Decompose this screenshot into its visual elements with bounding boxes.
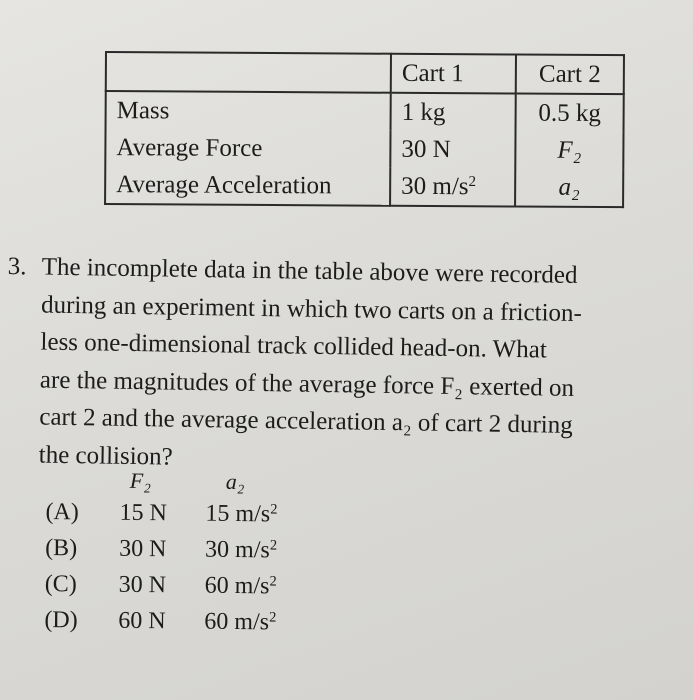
choice-acceleration bbox=[205, 572, 335, 600]
cart-2-acceleration: a₂ bbox=[515, 169, 623, 208]
choice-acceleration-exponent: 2 bbox=[269, 572, 277, 590]
question-line: less one-dimensional track collided head-on. What bbox=[40, 328, 548, 364]
choices-header bbox=[46, 466, 356, 497]
choice-force: 30 N bbox=[119, 535, 167, 562]
cart-2-mass: 0.5 kg bbox=[516, 94, 624, 133]
question-line: are the magnitudes of the average force F₂ exerted on bbox=[39, 366, 575, 402]
answer-choices bbox=[44, 466, 356, 641]
choice-acceleration-exponent: 2 bbox=[269, 536, 278, 554]
cart-1-force: 30 N bbox=[390, 131, 515, 169]
choice-force: 30 N bbox=[118, 571, 167, 598]
table-row bbox=[106, 91, 624, 132]
choice-c[interactable] bbox=[45, 566, 355, 605]
cart-2-force: F₂ bbox=[515, 132, 623, 170]
choice-letter: (C) bbox=[44, 570, 77, 597]
choice-letter: (A) bbox=[45, 498, 79, 525]
question-number: 3. bbox=[7, 252, 27, 281]
question-block bbox=[4, 248, 687, 484]
cart-1-acceleration bbox=[390, 168, 515, 207]
table-row bbox=[105, 129, 623, 169]
choice-force: 15 N bbox=[119, 499, 167, 526]
row-label-average-force: Average Force bbox=[105, 129, 390, 168]
cart-1-acceleration-exponent: 2 bbox=[468, 173, 477, 191]
choices-header-acceleration: a₂ bbox=[225, 468, 245, 495]
row-label-mass: Mass bbox=[106, 91, 391, 131]
choice-b[interactable] bbox=[45, 530, 355, 569]
choice-letter: (D) bbox=[44, 606, 78, 633]
choice-acceleration bbox=[205, 536, 335, 564]
cart-1-mass: 1 kg bbox=[391, 93, 516, 132]
choice-acceleration-value: 60 m/s bbox=[204, 608, 270, 635]
column-header-cart-1: Cart 1 bbox=[391, 54, 516, 94]
cart-1-acceleration-value: 30 m/s bbox=[401, 172, 469, 201]
question-line: during an experiment in which two carts on a friction- bbox=[40, 291, 583, 327]
choice-acceleration-value: 60 m/s bbox=[204, 572, 270, 599]
choice-a[interactable] bbox=[45, 494, 355, 533]
table-header-row bbox=[106, 52, 624, 94]
choice-letter: (B) bbox=[45, 534, 78, 561]
table-row bbox=[105, 166, 623, 207]
choice-acceleration bbox=[205, 500, 335, 528]
choices-header-force: F₂ bbox=[129, 467, 152, 494]
column-header-cart-2: Cart 2 bbox=[516, 55, 624, 95]
choice-acceleration-value: 15 m/s bbox=[205, 500, 271, 527]
choice-acceleration-exponent: 2 bbox=[270, 500, 278, 518]
choice-d[interactable] bbox=[44, 602, 354, 641]
question-line: cart 2 and the average acceleration a₂ of cart 2 during bbox=[39, 403, 573, 439]
table-corner-cell bbox=[106, 52, 391, 93]
choices-header-spacer bbox=[46, 480, 120, 481]
question-line: the collision? bbox=[38, 441, 173, 471]
choice-force: 60 N bbox=[118, 607, 166, 634]
question-line: The incomplete data in the table above were recorded bbox=[41, 253, 578, 289]
choice-acceleration bbox=[204, 608, 334, 636]
question-text bbox=[38, 249, 681, 484]
choice-acceleration-exponent: 2 bbox=[269, 608, 277, 626]
data-table bbox=[104, 51, 625, 208]
row-label-average-acceleration: Average Acceleration bbox=[105, 166, 390, 206]
choice-acceleration-value: 30 m/s bbox=[205, 536, 270, 563]
